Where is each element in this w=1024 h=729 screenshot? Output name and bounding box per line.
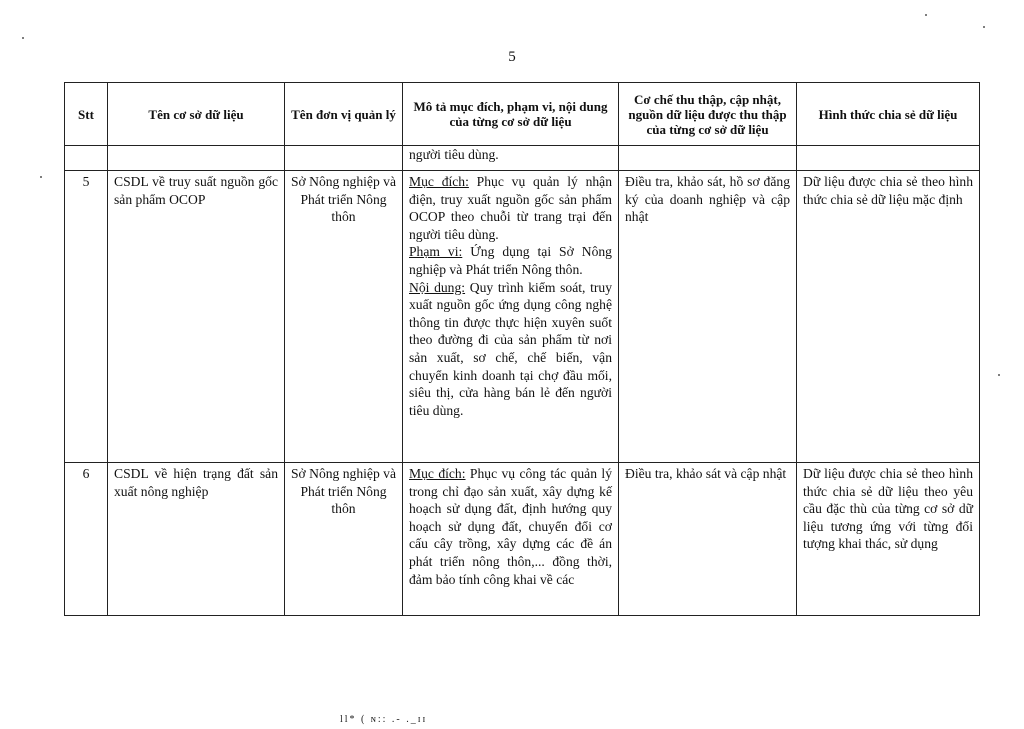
- table-row-continuation: [65, 146, 980, 171]
- cell-name: CSDL về truy suất nguồn gốc sản phẩm OCOP: [108, 171, 285, 463]
- table-row: [65, 463, 980, 616]
- scan-speck: [983, 26, 985, 28]
- content-text: Quy trình kiểm soát, truy xuất nguồn gốc ứng dụng công nghệ thông tin được thực hiện xuyên suốt theo đường đi của sản phẩm từ nơi sản xuất, sơ chế, chế biến, vận chuyển kinh doanh tại chợ đầu mối, siêu thị, cửa hàng bán lẻ đến người tiêu dùng.: [409, 279, 612, 418]
- cell-stt: [65, 146, 108, 171]
- header-sharing-form: Hình thức chia sẻ dữ liệu: [797, 83, 980, 146]
- cell-stt: 6: [65, 463, 108, 616]
- header-managing-unit: Tên đơn vị quản lý: [285, 83, 403, 146]
- cell-collection: Điều tra, khảo sát, hồ sơ đăng ký của doanh nghiệp và cập nhật: [619, 171, 797, 463]
- scan-speck: [998, 374, 1000, 376]
- cell-description: [403, 171, 619, 463]
- table-row: [65, 171, 980, 463]
- table-header-row: [65, 83, 980, 146]
- cell-name: CSDL về hiện trạng đất sản xuất nông nghiệp: [108, 463, 285, 616]
- header-stt: Stt: [65, 83, 108, 146]
- header-database-name: Tên cơ sở dữ liệu: [108, 83, 285, 146]
- purpose-label: Mục đích:: [409, 466, 466, 481]
- content-label: Nội dung:: [409, 279, 466, 295]
- scope-label: Phạm vi:: [409, 244, 463, 260]
- purpose-text: Phục vụ quản lý nhận điện, truy xuất nguồn gốc sản phẩm OCOP theo chuỗi từ trang trại đến người tiêu dùng.: [409, 174, 613, 242]
- scan-speck: [22, 37, 24, 39]
- cell-collection: Điều tra, khảo sát và cập nhật: [619, 463, 797, 616]
- cell-sharing: Dữ liệu được chia sẻ theo hình thức chia sẻ dữ liệu mặc định: [797, 171, 980, 463]
- cell-sharing: Dữ liệu được chia sẻ theo hình thức chia sẻ dữ liệu theo yêu cầu đặc thù của từng cơ sở dữ liệu tương ứng với từng đối tượng khai thác, sử dụng: [797, 463, 980, 616]
- header-collection-mechanism: Cơ chế thu thập, cập nhật, nguồn dữ liệu được thu thập của từng cơ sở dữ liệu: [619, 83, 797, 146]
- purpose-text: Phục vụ công tác quản lý trong chỉ đạo sản xuất, xây dựng kế hoạch sử dụng đất, định hướng quy hoạch sử dụng đất, chuyển đổi cơ cấu cây trồng, xây dựng các đề án phát triển nông thôn,... đồng thời, đảm bảo tính công khai về các: [409, 466, 612, 587]
- cell-unit: Sở Nông nghiệp và Phát triển Nông thôn: [285, 463, 403, 616]
- page-number: 5: [508, 49, 516, 65]
- cell-description: [403, 463, 619, 616]
- cell-description: người tiêu dùng.: [403, 146, 619, 171]
- cell-collection: [619, 146, 797, 171]
- cell-unit: Sở Nông nghiệp và Phát triển Nông thôn: [285, 171, 403, 463]
- scan-speck: [925, 14, 927, 16]
- cell-unit: [285, 146, 403, 171]
- scan-speck: [40, 176, 42, 178]
- scope-text: Ứng dụng tại Sở Nông nghiệp và Phát triển Nông thôn.: [409, 244, 612, 277]
- purpose-label: Mục đích:: [409, 174, 469, 189]
- cell-sharing: [797, 146, 980, 171]
- cell-name: [108, 146, 285, 171]
- cell-stt: 5: [65, 171, 108, 463]
- scan-mark: ll* ( ɴ:: .- ._ɪɪ: [340, 714, 428, 725]
- database-table: [64, 82, 980, 616]
- header-description: Mô tả mục đích, phạm vi, nội dung của từng cơ sở dữ liệu: [403, 83, 619, 146]
